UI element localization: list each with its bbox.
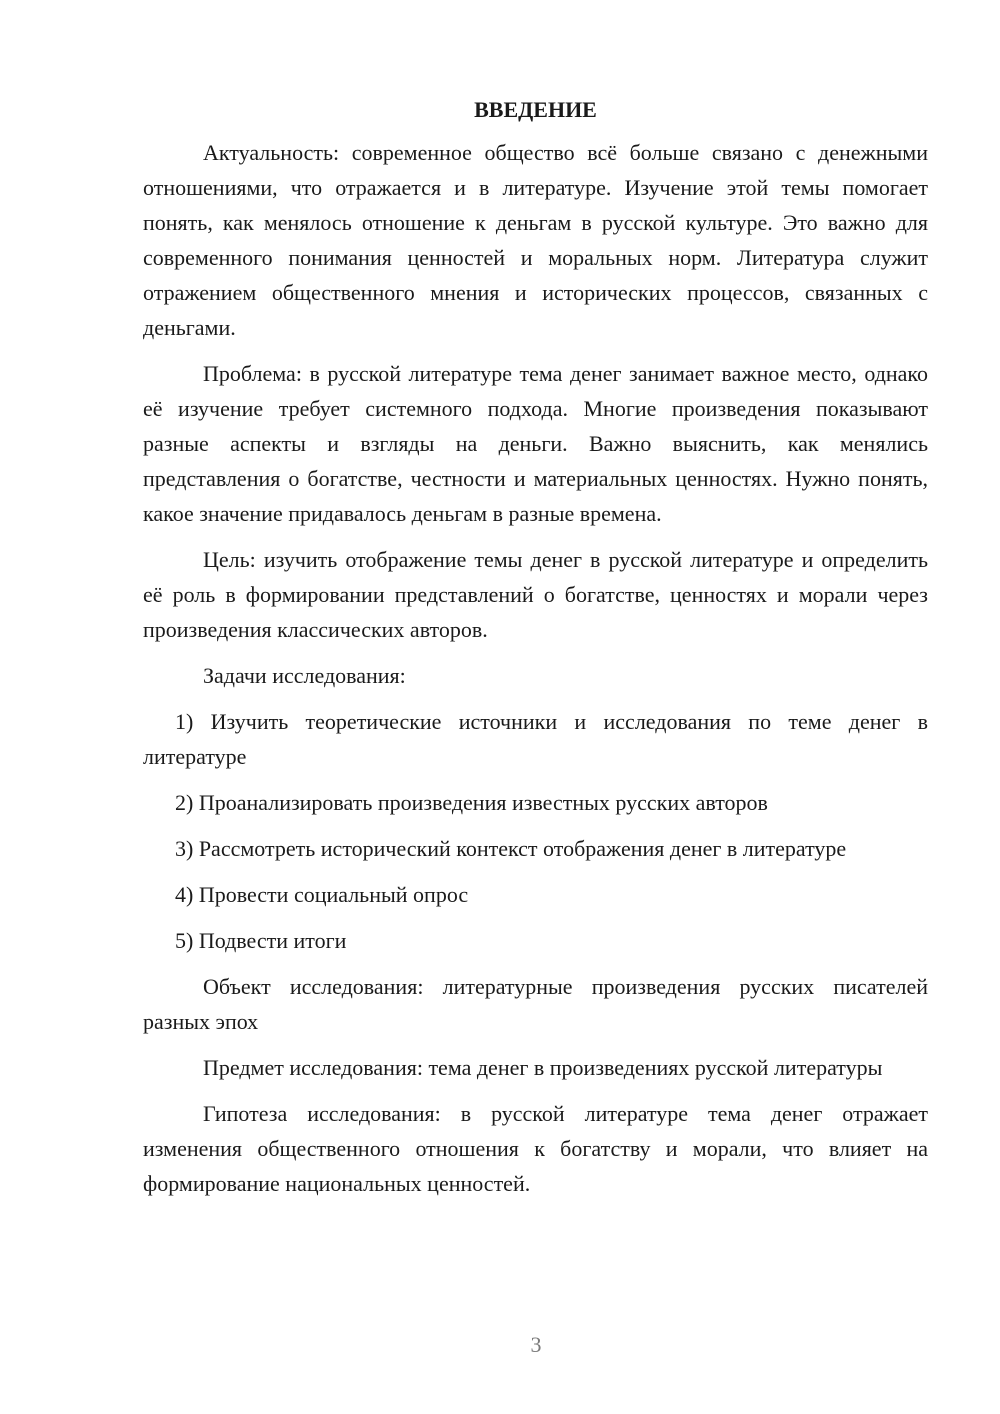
list-item: 5) Подвести итоги bbox=[175, 928, 347, 953]
paragraph-hypothesis: Гипотеза исследования: в русской литературе тема денег отражает изменения общественного отношения к богатству и морали, что влияет на формирование национальных ценностей. bbox=[143, 1101, 928, 1196]
paragraph-tasks-heading: Задачи исследования: bbox=[203, 663, 406, 688]
page-number: 3 bbox=[530, 1332, 542, 1357]
paragraph-problem: Проблема: в русской литературе тема денег занимает важное место, однако её изучение требует системного подхода. Многие произведения показывают разные аспекты и взгляды на деньги. Важно выяснить, как менялись представления о богатстве, честности и материальных ценностях. Нужно понять, какое значение придавалось деньгам в разные времена. bbox=[143, 361, 928, 526]
paragraph-goal: Цель: изучить отображение темы денег в русской литературе и определить её роль в формировании представлений о богатстве, ценностях и морали через произведения классических авторов. bbox=[143, 547, 928, 642]
document-page bbox=[143, 95, 928, 1212]
list-item: 1) Изучить теоретические источники и исследования по теме денег в литературе bbox=[143, 709, 928, 769]
list-item: 4) Провести социальный опрос bbox=[175, 882, 469, 907]
paragraph-object: Объект исследования: литературные произведения русских писателей разных эпох bbox=[143, 974, 928, 1034]
list-item: 2) Проанализировать произведения известных русских авторов bbox=[175, 790, 768, 815]
list-item: 3) Рассмотреть исторический контекст отображения денег в литературе bbox=[175, 836, 847, 861]
paragraph-relevance: Актуальность: современное общество всё больше связано с денежными отношениями, что отражается и в литературе. Изучение этой темы помогает понять, как менялось отношение к деньгам в русской культуре. Это важно для современного понимания ценностей и моральных норм. Литература служит отражением общественного мнения и исторических процессов, связанных с деньгами. bbox=[143, 140, 928, 340]
paragraph-subject: Предмет исследования: тема денег в произведениях русской литературы bbox=[203, 1055, 883, 1080]
page-title: ВВЕДЕНИЕ bbox=[474, 97, 597, 122]
